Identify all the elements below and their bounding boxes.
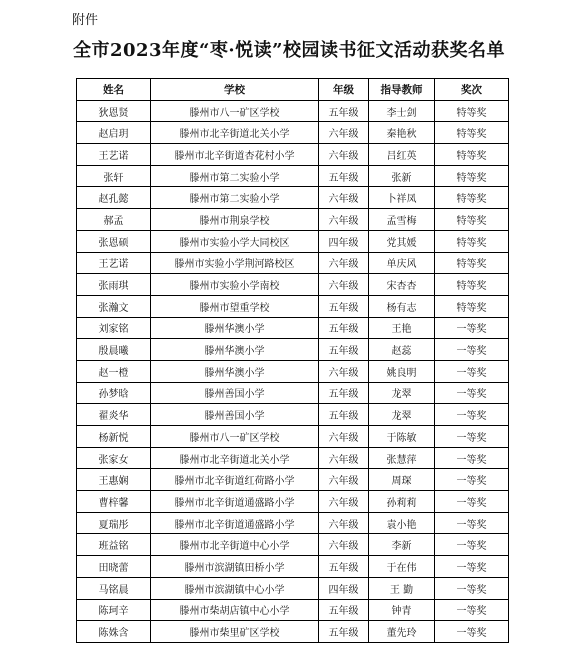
cell-award: 特等奖 (435, 187, 509, 209)
cell-school: 滕州善国小学 (151, 404, 319, 426)
document-title: 全市2023年度“枣·悦读”校园读书征文活动获奖名单 (72, 40, 506, 61)
table-row (77, 577, 509, 599)
cell-award: 一等奖 (435, 404, 509, 426)
cell-school: 滕州市北辛街道杏花村小学 (151, 144, 319, 166)
table-row (77, 317, 509, 339)
cell-name: 狄恩贤 (77, 100, 151, 122)
cell-school: 滕州市八一矿区学校 (151, 100, 319, 122)
cell-name: 张雨琪 (77, 274, 151, 296)
cell-grade: 四年级 (319, 577, 369, 599)
cell-grade: 六年级 (319, 447, 369, 469)
table-row (77, 404, 509, 426)
cell-name: 田晓蕾 (77, 556, 151, 578)
cell-teacher: 宋杏杏 (369, 274, 435, 296)
cell-school: 滕州市柴里矿区学校 (151, 621, 319, 643)
table-row (77, 100, 509, 122)
cell-school: 滕州市望重学校 (151, 295, 319, 317)
table-row (77, 165, 509, 187)
cell-teacher: 龙翠 (369, 382, 435, 404)
attachment-label: 附件 (72, 13, 99, 28)
cell-grade: 五年级 (319, 339, 369, 361)
cell-teacher: 孟雪梅 (369, 209, 435, 231)
cell-name: 马铭晨 (77, 577, 151, 599)
cell-award: 一等奖 (435, 426, 509, 448)
table-row (77, 491, 509, 513)
cell-award: 特等奖 (435, 230, 509, 252)
table-row (77, 295, 509, 317)
cell-teacher: 姚良明 (369, 360, 435, 382)
cell-name: 刘家铭 (77, 317, 151, 339)
cell-school: 滕州市实验小学大同校区 (151, 230, 319, 252)
cell-award: 一等奖 (435, 556, 509, 578)
cell-school: 滕州市第二实验小学 (151, 187, 319, 209)
cell-name: 王艺诺 (77, 144, 151, 166)
cell-teacher: 张新 (369, 165, 435, 187)
cell-teacher: 杨有志 (369, 295, 435, 317)
table-row (77, 360, 509, 382)
cell-award: 特等奖 (435, 144, 509, 166)
cell-grade: 五年级 (319, 599, 369, 621)
table-row (77, 534, 509, 556)
cell-name: 陈珂辛 (77, 599, 151, 621)
cell-school: 滕州市荆泉学校 (151, 209, 319, 231)
cell-grade: 五年级 (319, 317, 369, 339)
cell-school: 滕州市北辛街道中心小学 (151, 534, 319, 556)
header-award: 奖次 (435, 79, 509, 101)
cell-grade: 六年级 (319, 426, 369, 448)
cell-grade: 五年级 (319, 404, 369, 426)
cell-award: 特等奖 (435, 209, 509, 231)
table-row (77, 187, 509, 209)
table-row (77, 469, 509, 491)
cell-teacher: 王 勤 (369, 577, 435, 599)
table-row (77, 209, 509, 231)
cell-name: 赵孔懿 (77, 187, 151, 209)
cell-award: 特等奖 (435, 274, 509, 296)
table-body (77, 100, 509, 642)
table-row (77, 556, 509, 578)
cell-grade: 六年级 (319, 187, 369, 209)
cell-award: 特等奖 (435, 100, 509, 122)
cell-award: 特等奖 (435, 295, 509, 317)
cell-name: 陈姝含 (77, 621, 151, 643)
cell-school: 滕州华澳小学 (151, 317, 319, 339)
cell-grade: 五年级 (319, 382, 369, 404)
cell-teacher: 王艳 (369, 317, 435, 339)
cell-name: 孙梦晗 (77, 382, 151, 404)
cell-school: 滕州市实验小学南校 (151, 274, 319, 296)
table-row (77, 230, 509, 252)
table-row (77, 274, 509, 296)
cell-award: 特等奖 (435, 165, 509, 187)
cell-grade: 六年级 (319, 360, 369, 382)
cell-name: 曹梓馨 (77, 491, 151, 513)
cell-grade: 五年级 (319, 621, 369, 643)
header-name: 姓名 (77, 79, 151, 101)
cell-award: 一等奖 (435, 382, 509, 404)
cell-award: 一等奖 (435, 491, 509, 513)
cell-name: 张恩硕 (77, 230, 151, 252)
cell-award: 一等奖 (435, 512, 509, 534)
cell-name: 夏瑞彤 (77, 512, 151, 534)
cell-grade: 六年级 (319, 274, 369, 296)
cell-award: 一等奖 (435, 621, 509, 643)
cell-teacher: 党其媛 (369, 230, 435, 252)
cell-teacher: 钟青 (369, 599, 435, 621)
cell-school: 滕州华澳小学 (151, 339, 319, 361)
cell-grade: 五年级 (319, 100, 369, 122)
cell-school: 滕州华澳小学 (151, 360, 319, 382)
table-row (77, 339, 509, 361)
cell-teacher: 吕红英 (369, 144, 435, 166)
cell-name: 赵一橙 (77, 360, 151, 382)
cell-school: 滕州善国小学 (151, 382, 319, 404)
table-row (77, 599, 509, 621)
cell-teacher: 张慧萍 (369, 447, 435, 469)
cell-award: 一等奖 (435, 534, 509, 556)
cell-teacher: 龙翠 (369, 404, 435, 426)
cell-name: 殷晨曦 (77, 339, 151, 361)
cell-school: 滕州市北辛街道通盛路小学 (151, 491, 319, 513)
cell-teacher: 周琛 (369, 469, 435, 491)
cell-grade: 六年级 (319, 209, 369, 231)
cell-award: 一等奖 (435, 599, 509, 621)
cell-name: 张瀚文 (77, 295, 151, 317)
cell-name: 班益铭 (77, 534, 151, 556)
cell-school: 滕州市第二实验小学 (151, 165, 319, 187)
cell-school: 滕州市滨湖镇中心小学 (151, 577, 319, 599)
cell-grade: 六年级 (319, 122, 369, 144)
cell-grade: 六年级 (319, 534, 369, 556)
award-table (76, 78, 509, 643)
cell-grade: 六年级 (319, 252, 369, 274)
cell-grade: 六年级 (319, 512, 369, 534)
cell-name: 郝孟 (77, 209, 151, 231)
header-teacher: 指导教师 (369, 79, 435, 101)
cell-school: 滕州市柴胡店镇中心小学 (151, 599, 319, 621)
cell-school: 滕州市北辛街道通盛路小学 (151, 512, 319, 534)
cell-teacher: 袁小艳 (369, 512, 435, 534)
table-row (77, 252, 509, 274)
cell-name: 王艺诺 (77, 252, 151, 274)
cell-teacher: 秦艳秋 (369, 122, 435, 144)
table-row (77, 122, 509, 144)
cell-grade: 六年级 (319, 144, 369, 166)
cell-grade: 六年级 (319, 469, 369, 491)
cell-award: 一等奖 (435, 360, 509, 382)
table-row (77, 447, 509, 469)
cell-award: 一等奖 (435, 469, 509, 491)
table-row (77, 426, 509, 448)
cell-teacher: 卜祥凤 (369, 187, 435, 209)
cell-teacher: 董先玲 (369, 621, 435, 643)
cell-teacher: 单庆风 (369, 252, 435, 274)
table-row (77, 621, 509, 643)
cell-teacher: 孙莉莉 (369, 491, 435, 513)
cell-school: 滕州市滨湖镇田桥小学 (151, 556, 319, 578)
cell-award: 一等奖 (435, 577, 509, 599)
cell-teacher: 李士剑 (369, 100, 435, 122)
cell-grade: 五年级 (319, 165, 369, 187)
cell-teacher: 于在伟 (369, 556, 435, 578)
cell-award: 一等奖 (435, 339, 509, 361)
cell-name: 翟炎华 (77, 404, 151, 426)
cell-teacher: 赵蕊 (369, 339, 435, 361)
cell-grade: 四年级 (319, 230, 369, 252)
cell-award: 一等奖 (435, 447, 509, 469)
cell-name: 张轩 (77, 165, 151, 187)
cell-grade: 五年级 (319, 295, 369, 317)
cell-name: 张家女 (77, 447, 151, 469)
cell-teacher: 李新 (369, 534, 435, 556)
cell-award: 一等奖 (435, 317, 509, 339)
cell-school: 滕州市北辛街道北关小学 (151, 122, 319, 144)
table-row (77, 144, 509, 166)
cell-award: 特等奖 (435, 122, 509, 144)
cell-school: 滕州市北辛街道红荷路小学 (151, 469, 319, 491)
cell-school: 滕州市北辛街道北关小学 (151, 447, 319, 469)
cell-school: 滕州市实验小学荆河路校区 (151, 252, 319, 274)
cell-school: 滕州市八一矿区学校 (151, 426, 319, 448)
cell-grade: 六年级 (319, 491, 369, 513)
cell-name: 赵启玥 (77, 122, 151, 144)
table-row (77, 382, 509, 404)
cell-teacher: 于陈敏 (369, 426, 435, 448)
cell-name: 杨新悦 (77, 426, 151, 448)
cell-name: 王惠娴 (77, 469, 151, 491)
header-grade: 年级 (319, 79, 369, 101)
cell-award: 特等奖 (435, 252, 509, 274)
table-header-row (77, 79, 509, 101)
header-school: 学校 (151, 79, 319, 101)
cell-grade: 五年级 (319, 556, 369, 578)
table-row (77, 512, 509, 534)
